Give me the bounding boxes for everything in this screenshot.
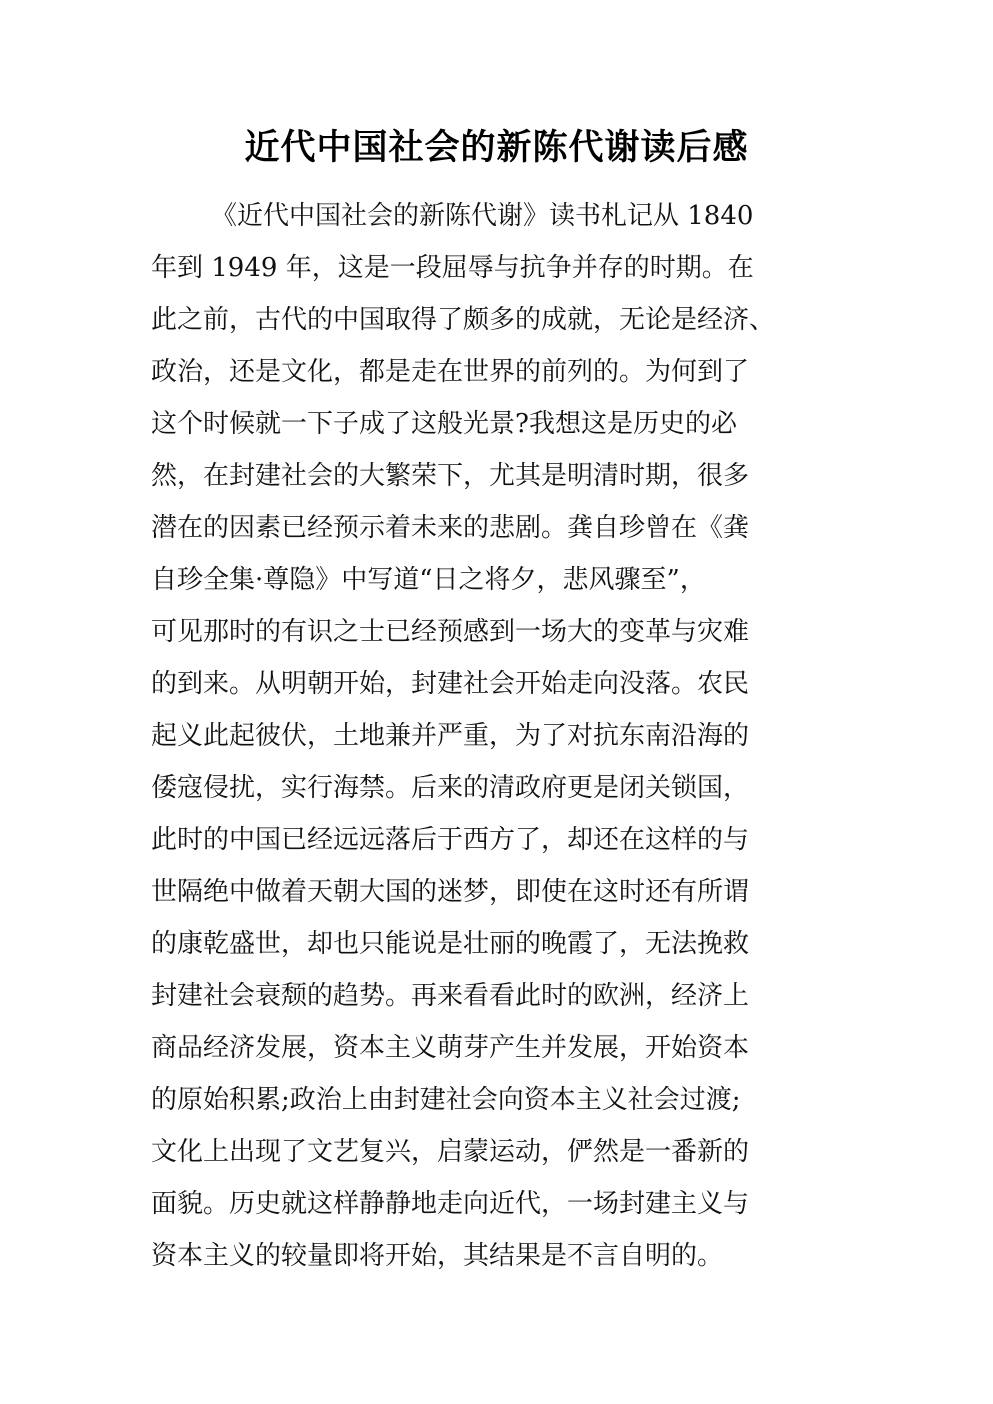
body-line: 资本主义的较量即将开始，其结果是不言自明的。	[151, 1241, 724, 1271]
body-line: 潜在的因素已经预示着未来的悲剧。龚自珍曾在《龚	[151, 513, 750, 543]
body-line: 政治，还是文化，都是走在世界的前列的。为何到了	[151, 357, 750, 387]
body-line: 年到 1949 年，这是一段屈辱与抗争并存的时期。在	[151, 253, 754, 283]
body-line: 文化上出现了文艺复兴，启蒙运动，俨然是一番新的	[151, 1137, 750, 1167]
body-line: 世隔绝中做着天朝大国的迷梦，即使在这时还有所谓	[151, 877, 750, 907]
body-line: 的康乾盛世，却也只能说是壮丽的晚霞了，无法挽救	[151, 929, 750, 959]
body-line: 此时的中国已经远远落后于西方了，却还在这样的与	[151, 825, 750, 855]
body-line: 此之前，古代的中国取得了颇多的成就，无论是经济、	[151, 305, 776, 335]
body-line: 这个时候就一下子成了这般光景?我想这是历史的必	[151, 409, 737, 439]
document-body	[151, 190, 871, 1282]
body-line: 商品经济发展，资本主义萌芽产生并发展，开始资本	[151, 1033, 750, 1063]
body-line: 倭寇侵扰，实行海禁。后来的清政府更是闭关锁国，	[151, 773, 750, 803]
body-line: 的到来。从明朝开始，封建社会开始走向没落。农民	[151, 669, 750, 699]
body-line: 封建社会衰颓的趋势。再来看看此时的欧洲，经济上	[151, 981, 750, 1011]
body-line: 《近代中国社会的新陈代谢》读书札记从 1840	[211, 201, 754, 231]
body-line: 面貌。历史就这样静静地走向近代，一场封建主义与	[151, 1189, 750, 1219]
body-line: 可见那时的有识之士已经预感到一场大的变革与灾难	[151, 617, 750, 647]
body-line: 自珍全集·尊隐》中写道“日之将夕，悲风骤至”，	[151, 565, 706, 595]
body-line: 起义此起彼伏，土地兼并严重，为了对抗东南沿海的	[151, 721, 750, 751]
document-title: 近代中国社会的新陈代谢读后感	[244, 128, 749, 168]
body-line: 然，在封建社会的大繁荣下，尤其是明清时期，很多	[151, 461, 750, 491]
body-line: 的原始积累;政治上由封建社会向资本主义社会过渡;	[151, 1085, 741, 1115]
